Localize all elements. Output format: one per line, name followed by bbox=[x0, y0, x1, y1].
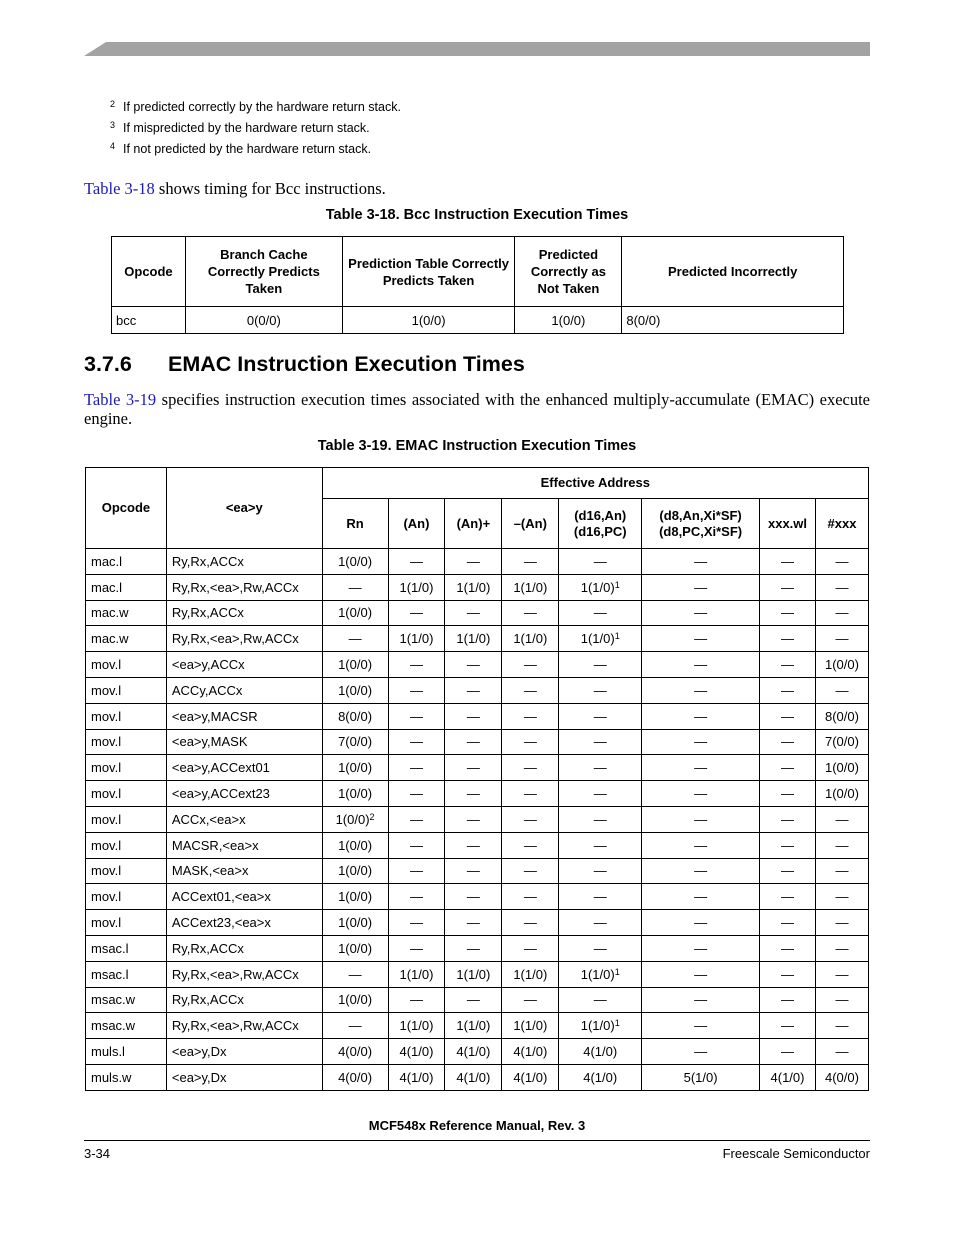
table-row bbox=[112, 307, 844, 334]
cell: — bbox=[815, 858, 868, 884]
cell: Ry,Rx,<ea>,Rw,ACCx bbox=[166, 574, 322, 600]
cell: — bbox=[642, 910, 760, 936]
cell: — bbox=[642, 806, 760, 832]
cell: mov.l bbox=[86, 652, 167, 678]
cell: — bbox=[388, 832, 445, 858]
cell: 1(0/0) bbox=[322, 832, 388, 858]
cell: — bbox=[502, 549, 559, 575]
cell: — bbox=[559, 884, 642, 910]
subheader-ea-mode: (An) bbox=[388, 499, 445, 549]
cell: <ea>y,ACCx bbox=[166, 652, 322, 678]
cell: 1(0/0) bbox=[322, 549, 388, 575]
cell: — bbox=[815, 961, 868, 987]
cell: Ry,Rx,ACCx bbox=[166, 549, 322, 575]
cell: — bbox=[502, 858, 559, 884]
table-row bbox=[86, 832, 869, 858]
cell: — bbox=[760, 935, 816, 961]
cell: mov.l bbox=[86, 781, 167, 807]
table-row bbox=[86, 652, 869, 678]
cell: 1(0/0) bbox=[815, 781, 868, 807]
cell: 1(1/0) bbox=[445, 574, 502, 600]
cell: 1(1/0) bbox=[445, 626, 502, 652]
cell: 1(0/0) bbox=[322, 935, 388, 961]
cell: $1(1/0)^1$ bbox=[559, 574, 642, 600]
cell: 1(1/0) bbox=[388, 626, 445, 652]
cell: — bbox=[815, 832, 868, 858]
cell: — bbox=[642, 1039, 760, 1065]
cell: 1(1/0) bbox=[502, 574, 559, 600]
footnote-3: $^3$ If mispredicted by the hardware return stack. bbox=[110, 120, 370, 135]
cell: — bbox=[388, 549, 445, 575]
cell: — bbox=[760, 574, 816, 600]
cell: <ea>y,ACCext23 bbox=[166, 781, 322, 807]
cell: — bbox=[760, 987, 816, 1013]
cell: — bbox=[388, 910, 445, 936]
cell: 1(0/0) bbox=[322, 652, 388, 678]
cell: — bbox=[559, 652, 642, 678]
cell: — bbox=[760, 729, 816, 755]
cell: — bbox=[642, 677, 760, 703]
cell: 4(0/0) bbox=[322, 1039, 388, 1065]
cell: — bbox=[642, 755, 760, 781]
cell: — bbox=[760, 703, 816, 729]
cell: — bbox=[502, 910, 559, 936]
cell: mov.l bbox=[86, 677, 167, 703]
cell: — bbox=[388, 600, 445, 626]
cell: MASK,<ea>x bbox=[166, 858, 322, 884]
cell: — bbox=[388, 884, 445, 910]
cell: 1(0/0) bbox=[815, 652, 868, 678]
cell: Ry,Rx,<ea>,Rw,ACCx bbox=[166, 1013, 322, 1039]
table-row bbox=[86, 755, 869, 781]
cell: — bbox=[388, 652, 445, 678]
cell: — bbox=[815, 910, 868, 936]
cell: — bbox=[642, 884, 760, 910]
cell: 7(0/0) bbox=[815, 729, 868, 755]
table-row bbox=[86, 1064, 869, 1090]
cell: — bbox=[760, 549, 816, 575]
company-name: Freescale Semiconductor bbox=[722, 1146, 870, 1161]
cell: — bbox=[559, 600, 642, 626]
footnote-ref: 1 bbox=[614, 1018, 620, 1029]
cell: — bbox=[642, 961, 760, 987]
cell: — bbox=[815, 806, 868, 832]
cell: 1(0/0) bbox=[322, 884, 388, 910]
cell: Ry,Rx,<ea>,Rw,ACCx bbox=[166, 961, 322, 987]
cell: — bbox=[502, 600, 559, 626]
header-branch-cache: Branch Cache Correctly Predicts Taken bbox=[185, 237, 342, 307]
cell: 1(1/0) bbox=[502, 626, 559, 652]
header-bar bbox=[84, 42, 870, 56]
footnote-ref: 1 bbox=[614, 966, 620, 977]
table-row bbox=[86, 626, 869, 652]
cell: mov.l bbox=[86, 755, 167, 781]
table-row bbox=[86, 703, 869, 729]
subheader-ea-mode: (d8,An,Xi*SF) (d8,PC,Xi*SF) bbox=[642, 499, 760, 549]
cell: — bbox=[445, 729, 502, 755]
cell: — bbox=[559, 549, 642, 575]
cell: — bbox=[388, 677, 445, 703]
cell: — bbox=[502, 806, 559, 832]
table-3-19-link[interactable]: Table 3-19 bbox=[84, 390, 157, 409]
cell: — bbox=[760, 1013, 816, 1039]
cell: — bbox=[815, 574, 868, 600]
cell: — bbox=[642, 600, 760, 626]
cell: 1(0/0) bbox=[322, 910, 388, 936]
cell: — bbox=[445, 884, 502, 910]
footnote-4: $^4$ If not predicted by the hardware return stack. bbox=[110, 141, 372, 156]
cell: 4(1/0) bbox=[445, 1064, 502, 1090]
cell: 4(1/0) bbox=[445, 1039, 502, 1065]
subheader-ea-mode: Rn bbox=[322, 499, 388, 549]
cell: 4(1/0) bbox=[388, 1064, 445, 1090]
footnote-ref: 1 bbox=[614, 579, 620, 590]
cell: — bbox=[388, 755, 445, 781]
cell: — bbox=[445, 910, 502, 936]
subheader-ea-mode: (An)+ bbox=[445, 499, 502, 549]
header-opcode: Opcode bbox=[86, 468, 167, 549]
cell: <ea>y,ACCext01 bbox=[166, 755, 322, 781]
header-effective-address: Effective Address bbox=[322, 468, 868, 499]
page-number: 3-34 bbox=[84, 1146, 111, 1161]
table-body bbox=[86, 549, 869, 1091]
table-header-row bbox=[86, 468, 869, 499]
cell: — bbox=[815, 884, 868, 910]
cell: 1(0/0) bbox=[322, 858, 388, 884]
cell: 1(1/0) bbox=[388, 1013, 445, 1039]
cell: 1(0/0) bbox=[342, 307, 515, 334]
cell: — bbox=[642, 549, 760, 575]
subheader-ea-mode: –(An) bbox=[502, 499, 559, 549]
cell: 4(0/0) bbox=[322, 1064, 388, 1090]
cell: — bbox=[322, 961, 388, 987]
cell: <ea>y,MASK bbox=[166, 729, 322, 755]
cell: ACCext01,<ea>x bbox=[166, 884, 322, 910]
cell: 1(1/0) bbox=[502, 961, 559, 987]
cell: 1(0/0) bbox=[322, 781, 388, 807]
cell: — bbox=[559, 806, 642, 832]
cell: ACCx,<ea>x bbox=[166, 806, 322, 832]
table-row bbox=[86, 1013, 869, 1039]
section-number: 3.7.6 bbox=[84, 352, 132, 376]
table-row bbox=[86, 858, 869, 884]
cell: — bbox=[642, 626, 760, 652]
cell: — bbox=[559, 910, 642, 936]
cell: msac.w bbox=[86, 987, 167, 1013]
cell: — bbox=[559, 729, 642, 755]
footnote-ref: 1 bbox=[614, 631, 620, 642]
cell: — bbox=[502, 677, 559, 703]
subheader-ea-mode: #xxx bbox=[815, 499, 868, 549]
cell: — bbox=[815, 1039, 868, 1065]
footnote-2: $^2$ If predicted correctly by the hardware return stack. bbox=[110, 99, 401, 114]
cell: mov.l bbox=[86, 832, 167, 858]
cell: <ea>y,MACSR bbox=[166, 703, 322, 729]
cell: — bbox=[445, 832, 502, 858]
cell: <ea>y,Dx bbox=[166, 1039, 322, 1065]
cell: 4(0/0) bbox=[815, 1064, 868, 1090]
cell: — bbox=[502, 884, 559, 910]
cell: — bbox=[559, 987, 642, 1013]
table-3-18-caption: Table 3-18. Bcc Instruction Execution Times bbox=[325, 207, 629, 223]
table-3-19-caption: Table 3-19. EMAC Instruction Execution Times bbox=[317, 438, 637, 454]
cell: — bbox=[445, 677, 502, 703]
cell: $1(0/0)^2$ bbox=[322, 806, 388, 832]
cell: mov.l bbox=[86, 910, 167, 936]
cell: — bbox=[815, 600, 868, 626]
cell: — bbox=[445, 806, 502, 832]
cell: mov.l bbox=[86, 884, 167, 910]
header-opcode: Opcode bbox=[112, 237, 186, 307]
cell: $1(1/0)^1$ bbox=[559, 961, 642, 987]
cell: — bbox=[388, 781, 445, 807]
cell: — bbox=[322, 1013, 388, 1039]
table-row bbox=[86, 987, 869, 1013]
cell: 4(1/0) bbox=[559, 1064, 642, 1090]
cell: — bbox=[642, 574, 760, 600]
table-row bbox=[86, 806, 869, 832]
cell: — bbox=[642, 987, 760, 1013]
cell: 1(1/0) bbox=[502, 1013, 559, 1039]
cell: bcc bbox=[112, 307, 186, 334]
cell: — bbox=[445, 600, 502, 626]
table-row bbox=[86, 884, 869, 910]
cell: — bbox=[502, 781, 559, 807]
cell: — bbox=[760, 755, 816, 781]
table-row bbox=[86, 781, 869, 807]
cell: — bbox=[502, 832, 559, 858]
cell: — bbox=[388, 858, 445, 884]
cell: $1(1/0)^1$ bbox=[559, 626, 642, 652]
cell: — bbox=[445, 858, 502, 884]
cell: 4(1/0) bbox=[388, 1039, 445, 1065]
cell: muls.w bbox=[86, 1064, 167, 1090]
cell: mac.l bbox=[86, 574, 167, 600]
cell: 4(1/0) bbox=[760, 1064, 816, 1090]
cell: — bbox=[760, 1039, 816, 1065]
cell: — bbox=[502, 729, 559, 755]
cell: — bbox=[388, 987, 445, 1013]
table-row bbox=[86, 935, 869, 961]
cell: 1(1/0) bbox=[388, 961, 445, 987]
cell: <ea>y,Dx bbox=[166, 1064, 322, 1090]
cell: — bbox=[815, 549, 868, 575]
cell: — bbox=[502, 755, 559, 781]
cell: — bbox=[445, 652, 502, 678]
cell: Ry,Rx,ACCx bbox=[166, 600, 322, 626]
cell: mov.l bbox=[86, 729, 167, 755]
cell: — bbox=[760, 858, 816, 884]
cell: — bbox=[559, 781, 642, 807]
cell: msac.w bbox=[86, 1013, 167, 1039]
cell: — bbox=[815, 987, 868, 1013]
cell: — bbox=[445, 549, 502, 575]
header-prediction-table: Prediction Table Correctly Predicts Taken bbox=[342, 237, 515, 307]
cell: — bbox=[815, 626, 868, 652]
cell: Ry,Rx,ACCx bbox=[166, 987, 322, 1013]
cell: 8(0/0) bbox=[815, 703, 868, 729]
cell: — bbox=[760, 652, 816, 678]
cell: msac.l bbox=[86, 961, 167, 987]
cell: — bbox=[559, 677, 642, 703]
footer-divider bbox=[84, 1140, 870, 1141]
header-predicted-not-taken: Predicted Correctly as Not Taken bbox=[515, 237, 622, 307]
cell: mac.w bbox=[86, 600, 167, 626]
table-row bbox=[86, 729, 869, 755]
cell: — bbox=[642, 652, 760, 678]
subheader-ea-mode: (d16,An) (d16,PC) bbox=[559, 499, 642, 549]
cell: — bbox=[760, 677, 816, 703]
emac-timing-table bbox=[85, 467, 869, 1091]
cell: — bbox=[760, 806, 816, 832]
table-3-18-link[interactable]: Table 3-18 bbox=[84, 179, 155, 198]
cell: 0(0/0) bbox=[185, 307, 342, 334]
cell: ACCy,ACCx bbox=[166, 677, 322, 703]
cell: — bbox=[815, 935, 868, 961]
cell: — bbox=[322, 574, 388, 600]
cell: — bbox=[388, 703, 445, 729]
subheader-ea-mode: xxx.wl bbox=[760, 499, 816, 549]
cell: 1(1/0) bbox=[445, 1013, 502, 1039]
cell: — bbox=[322, 626, 388, 652]
cell: — bbox=[445, 987, 502, 1013]
cell: mac.l bbox=[86, 549, 167, 575]
table-row bbox=[86, 600, 869, 626]
cell: 5(1/0) bbox=[642, 1064, 760, 1090]
cell: — bbox=[760, 600, 816, 626]
table-header-row bbox=[112, 237, 844, 307]
cell: mov.l bbox=[86, 806, 167, 832]
header-predicted-incorrectly: Predicted Incorrectly bbox=[622, 237, 844, 307]
cell: — bbox=[760, 961, 816, 987]
cell: 1(0/0) bbox=[815, 755, 868, 781]
cell: — bbox=[502, 652, 559, 678]
cell: — bbox=[642, 1013, 760, 1039]
cell: — bbox=[502, 703, 559, 729]
cell: $1(1/0)^1$ bbox=[559, 1013, 642, 1039]
section-title: EMAC Instruction Execution Times bbox=[168, 352, 525, 376]
cell: — bbox=[388, 806, 445, 832]
cell: 4(1/0) bbox=[559, 1039, 642, 1065]
cell: Ry,Rx,ACCx bbox=[166, 935, 322, 961]
cell: 7(0/0) bbox=[322, 729, 388, 755]
cell: — bbox=[642, 858, 760, 884]
cell: — bbox=[760, 832, 816, 858]
cell: — bbox=[559, 935, 642, 961]
cell: — bbox=[559, 858, 642, 884]
cell: — bbox=[559, 703, 642, 729]
intro-paragraph-emac: Table 3-19 specifies instruction execution times associated with the enhanced multiply-accumulate (EMAC) execute engine. bbox=[84, 390, 870, 428]
cell: — bbox=[642, 729, 760, 755]
cell: — bbox=[445, 755, 502, 781]
cell: — bbox=[445, 703, 502, 729]
cell: — bbox=[502, 987, 559, 1013]
cell: — bbox=[388, 729, 445, 755]
table-row bbox=[86, 677, 869, 703]
header-ea-y: <ea>y bbox=[166, 468, 322, 549]
cell: — bbox=[559, 755, 642, 781]
cell: — bbox=[642, 703, 760, 729]
cell: 8(0/0) bbox=[622, 307, 844, 334]
cell: — bbox=[642, 781, 760, 807]
cell: — bbox=[445, 935, 502, 961]
cell: — bbox=[642, 832, 760, 858]
table-row bbox=[86, 1039, 869, 1065]
cell: 4(1/0) bbox=[502, 1064, 559, 1090]
cell: MACSR,<ea>x bbox=[166, 832, 322, 858]
table-row bbox=[86, 549, 869, 575]
cell: 1(0/0) bbox=[322, 755, 388, 781]
cell: 1(0/0) bbox=[322, 677, 388, 703]
cell: — bbox=[815, 1013, 868, 1039]
cell: — bbox=[760, 781, 816, 807]
cell: — bbox=[642, 935, 760, 961]
cell: mov.l bbox=[86, 703, 167, 729]
footnotes bbox=[110, 97, 401, 160]
cell: 1(1/0) bbox=[388, 574, 445, 600]
cell: — bbox=[559, 832, 642, 858]
cell: 8(0/0) bbox=[322, 703, 388, 729]
cell: 1(1/0) bbox=[445, 961, 502, 987]
cell: — bbox=[760, 626, 816, 652]
cell: — bbox=[445, 781, 502, 807]
cell: mov.l bbox=[86, 858, 167, 884]
cell: msac.l bbox=[86, 935, 167, 961]
cell: Ry,Rx,<ea>,Rw,ACCx bbox=[166, 626, 322, 652]
cell: ACCext23,<ea>x bbox=[166, 910, 322, 936]
table-row bbox=[86, 961, 869, 987]
footnote-ref: 2 bbox=[369, 811, 375, 822]
table-row bbox=[86, 574, 869, 600]
cell: — bbox=[502, 935, 559, 961]
intro-paragraph-bcc: Table 3-18 shows timing for Bcc instructions. bbox=[84, 179, 386, 198]
cell: 4(1/0) bbox=[502, 1039, 559, 1065]
cell: — bbox=[815, 677, 868, 703]
footer-manual-title: MCF548x Reference Manual, Rev. 3 bbox=[368, 1118, 586, 1133]
cell: 1(0/0) bbox=[322, 987, 388, 1013]
cell: — bbox=[760, 910, 816, 936]
cell: mac.w bbox=[86, 626, 167, 652]
cell: 1(0/0) bbox=[322, 600, 388, 626]
section-heading bbox=[84, 352, 525, 377]
cell: muls.l bbox=[86, 1039, 167, 1065]
table-row bbox=[86, 910, 869, 936]
cell: — bbox=[760, 884, 816, 910]
cell: — bbox=[388, 935, 445, 961]
bcc-timing-table bbox=[111, 236, 844, 334]
cell: 1(0/0) bbox=[515, 307, 622, 334]
